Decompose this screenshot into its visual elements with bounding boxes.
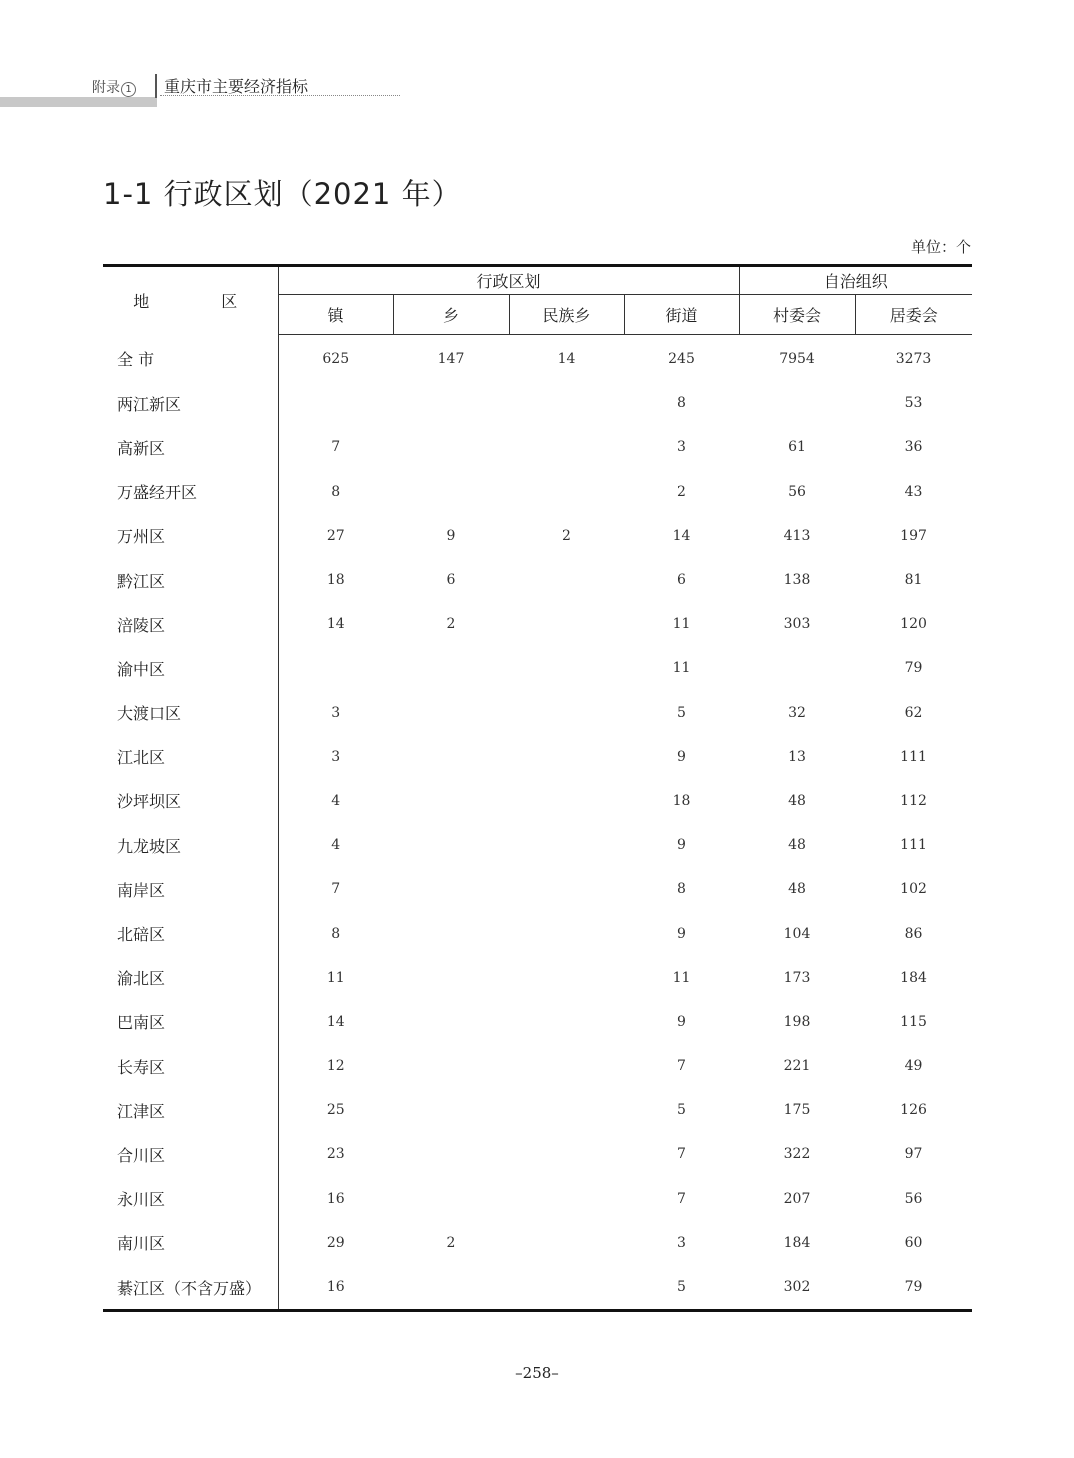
table-cell	[509, 470, 624, 514]
table-row	[103, 779, 972, 823]
table-cell	[509, 1044, 624, 1088]
table-cell: 9	[446, 527, 456, 544]
row-region-name: 高新区	[103, 425, 278, 469]
table-cell: 175	[783, 1102, 811, 1119]
table-cell: 23	[326, 1146, 345, 1163]
table-cell	[393, 470, 509, 514]
table-cell: 11	[672, 660, 691, 677]
table-cell	[393, 1265, 509, 1311]
table-cell: 2	[677, 483, 686, 500]
table-cell: 3273	[895, 351, 932, 368]
table-row	[103, 425, 972, 469]
table-cell: 9	[677, 748, 686, 765]
table-cell: 197	[900, 527, 927, 544]
row-region-name: 渝中区	[103, 646, 278, 690]
table-row	[103, 1044, 972, 1088]
table-cell	[393, 1044, 509, 1088]
table-cell	[393, 691, 509, 735]
header-col-ethnic-township: 民族乡	[509, 295, 624, 335]
table-cell: 221	[783, 1058, 811, 1075]
table-cell: 61	[788, 439, 806, 456]
table-cell: 32	[788, 704, 806, 721]
table-cell: 112	[900, 792, 927, 809]
header-region: 地 区	[103, 266, 278, 335]
table-cell: 29	[326, 1234, 345, 1251]
table-cell	[509, 867, 624, 911]
table-row	[103, 735, 972, 779]
table-cell: 5	[677, 1102, 686, 1119]
row-region-name: 黔江区	[103, 558, 278, 602]
section-tag-label: 附录	[92, 80, 120, 96]
table-cell: 120	[900, 616, 927, 633]
table-cell	[509, 558, 624, 602]
page-number: –258–	[515, 1364, 559, 1382]
table-row	[103, 1221, 972, 1265]
table-cell: 3	[677, 1234, 686, 1251]
table-row	[103, 470, 972, 514]
table-row	[103, 602, 972, 646]
table-cell: 245	[668, 351, 695, 368]
row-region-name: 沙坪坝区	[103, 779, 278, 823]
table-cell: 104	[783, 925, 811, 942]
table-cell: 184	[783, 1234, 811, 1251]
table-cell: 14	[326, 1013, 345, 1030]
table-cell: 27	[326, 527, 345, 544]
table-cell	[509, 602, 624, 646]
table-row	[103, 823, 972, 867]
table-row	[103, 514, 972, 558]
row-region-name: 渝北区	[103, 956, 278, 1000]
table-cell: 3	[331, 748, 341, 765]
table-cell: 48	[788, 881, 806, 898]
row-region-name: 涪陵区	[103, 602, 278, 646]
row-region-name: 南川区	[103, 1221, 278, 1265]
admin-division-table	[103, 264, 972, 1312]
section-title: 重庆市主要经济指标	[164, 77, 309, 96]
table-cell: 36	[904, 439, 923, 456]
table-cell	[393, 779, 509, 823]
table-cell	[509, 823, 624, 867]
table-cell: 49	[904, 1058, 923, 1075]
table-row	[103, 558, 972, 602]
header-divider	[155, 74, 157, 98]
row-region-name: 九龙坡区	[103, 823, 278, 867]
table-cell: 126	[900, 1102, 927, 1119]
table-cell: 8	[331, 925, 341, 942]
section-number-badge: 1	[121, 82, 136, 97]
table-cell	[393, 1177, 509, 1221]
table-cell: 16	[326, 1190, 345, 1207]
table-cell: 56	[788, 483, 806, 500]
row-region-name: 全 市	[103, 335, 278, 382]
table-cell: 11	[326, 969, 345, 986]
row-region-name: 万盛经开区	[103, 470, 278, 514]
table-cell: 115	[900, 1013, 927, 1030]
table-cell: 2	[562, 527, 571, 544]
header-group-admin: 行政区划	[278, 266, 739, 295]
table-cell: 56	[904, 1190, 923, 1207]
table-cell: 97	[904, 1146, 923, 1163]
table-cell: 302	[739, 1265, 855, 1311]
table-cell: 173	[783, 969, 811, 986]
row-region-name: 江北区	[103, 735, 278, 779]
table-cell: 207	[783, 1190, 811, 1207]
row-region-name: 永川区	[103, 1177, 278, 1221]
table-row	[103, 646, 972, 690]
header-col-resident-committee: 居委会	[855, 295, 972, 335]
table-row	[103, 956, 972, 1000]
table-cell: 8	[331, 483, 341, 500]
row-region-name: 綦江区（不含万盛）	[103, 1265, 278, 1311]
table-cell: 7	[331, 881, 341, 898]
admin-division-table-wrap	[103, 264, 972, 1312]
table-cell: 625	[322, 351, 350, 368]
table-cell: 303	[783, 616, 811, 633]
table-cell: 9	[677, 1013, 686, 1030]
table-row	[103, 911, 972, 955]
table-cell: 11	[672, 616, 691, 633]
table-cell: 5	[624, 1265, 739, 1311]
table-cell: 14	[326, 616, 345, 633]
table-cell: 9	[677, 925, 686, 942]
table-cell: 48	[788, 792, 806, 809]
table-row	[103, 335, 972, 382]
table-cell	[509, 1132, 624, 1176]
table-cell: 7	[677, 1190, 686, 1207]
table-cell	[509, 956, 624, 1000]
table-cell: 147	[437, 351, 465, 368]
table-cell: 9	[677, 837, 686, 854]
table-row	[103, 1000, 972, 1044]
table-cell: 184	[900, 969, 927, 986]
table-cell: 3	[331, 704, 341, 721]
row-region-name: 合川区	[103, 1132, 278, 1176]
row-region-name: 江津区	[103, 1088, 278, 1132]
row-region-name: 两江新区	[103, 381, 278, 425]
table-cell: 81	[904, 572, 923, 589]
table-row	[103, 867, 972, 911]
table-cell: 48	[788, 837, 806, 854]
table-cell	[278, 646, 393, 690]
table-cell: 2	[446, 1234, 456, 1251]
table-body	[103, 335, 972, 1311]
header-group-autonomy: 自治组织	[739, 266, 972, 295]
row-region-name: 北碚区	[103, 911, 278, 955]
table-cell	[393, 867, 509, 911]
table-cell: 86	[904, 925, 923, 942]
table-cell: 43	[904, 483, 923, 500]
table-cell: 102	[900, 881, 927, 898]
table-cell: 2	[446, 616, 456, 633]
table-cell: 79	[904, 660, 923, 677]
table-cell	[509, 1000, 624, 1044]
table-cell: 6	[446, 572, 456, 589]
table-row	[103, 691, 972, 735]
table-cell: 4	[331, 837, 341, 854]
table-cell: 14	[557, 351, 576, 368]
row-region-name: 大渡口区	[103, 691, 278, 735]
table-cell: 16	[278, 1265, 393, 1311]
table-row	[103, 1132, 972, 1176]
row-region-name: 长寿区	[103, 1044, 278, 1088]
table-cell: 13	[788, 748, 806, 765]
table-row	[103, 1177, 972, 1221]
table-cell: 53	[904, 395, 923, 412]
section-tag	[92, 77, 136, 97]
table-cell: 62	[904, 704, 923, 721]
table-cell	[509, 691, 624, 735]
table-cell	[509, 1088, 624, 1132]
table-cell: 111	[900, 837, 927, 854]
table-cell: 4	[331, 792, 341, 809]
table-cell: 7954	[779, 351, 815, 368]
table-cell: 25	[326, 1102, 345, 1119]
table-cell: 18	[672, 792, 691, 809]
table-cell: 5	[677, 704, 686, 721]
table-cell: 60	[904, 1234, 923, 1251]
table-cell: 8	[677, 395, 686, 412]
table-cell: 198	[783, 1013, 811, 1030]
table-cell: 322	[783, 1146, 811, 1163]
table-cell: 12	[326, 1058, 345, 1075]
page-title: 1-1 行政区划（2021 年）	[103, 177, 462, 211]
table-cell	[509, 1177, 624, 1221]
table-cell: 138	[783, 572, 811, 589]
table-cell	[393, 956, 509, 1000]
table-row	[103, 1265, 972, 1311]
table-header	[103, 266, 972, 335]
header-col-village-committee: 村委会	[739, 295, 855, 335]
table-cell	[393, 823, 509, 867]
table-cell	[393, 646, 509, 690]
table-cell	[509, 646, 624, 690]
table-cell	[509, 779, 624, 823]
table-cell	[393, 425, 509, 469]
table-cell: 79	[855, 1265, 972, 1311]
table-cell	[509, 381, 624, 425]
table-row	[103, 381, 972, 425]
table-cell: 6	[677, 572, 686, 589]
row-region-name: 巴南区	[103, 1000, 278, 1044]
table-cell: 18	[326, 572, 345, 589]
table-cell: 413	[783, 527, 811, 544]
table-cell	[393, 911, 509, 955]
table-cell	[739, 646, 855, 690]
table-cell	[509, 911, 624, 955]
table-cell	[509, 425, 624, 469]
table-cell	[509, 735, 624, 779]
header-col-subdistrict: 街道	[624, 295, 739, 335]
table-cell: 7	[677, 1058, 686, 1075]
header-col-township: 乡	[393, 295, 509, 335]
row-region-name: 南岸区	[103, 867, 278, 911]
table-cell	[393, 1000, 509, 1044]
table-cell	[393, 1088, 509, 1132]
table-cell: 3	[677, 439, 686, 456]
table-cell	[739, 381, 855, 425]
table-cell: 111	[900, 748, 927, 765]
table-cell: 8	[677, 881, 686, 898]
table-cell: 11	[672, 969, 691, 986]
table-cell	[278, 381, 393, 425]
table-cell	[393, 381, 509, 425]
table-cell	[393, 1132, 509, 1176]
table-cell	[509, 1221, 624, 1265]
row-region-name: 万州区	[103, 514, 278, 558]
header-col-town: 镇	[278, 295, 393, 335]
table-cell: 7	[331, 439, 341, 456]
table-cell	[393, 735, 509, 779]
unit-label: 单位：个	[910, 238, 971, 256]
table-cell: 7	[677, 1146, 686, 1163]
header-gray-bar	[0, 97, 157, 107]
table-cell: 14	[672, 527, 691, 544]
table-cell	[509, 1265, 624, 1311]
table-row	[103, 1088, 972, 1132]
